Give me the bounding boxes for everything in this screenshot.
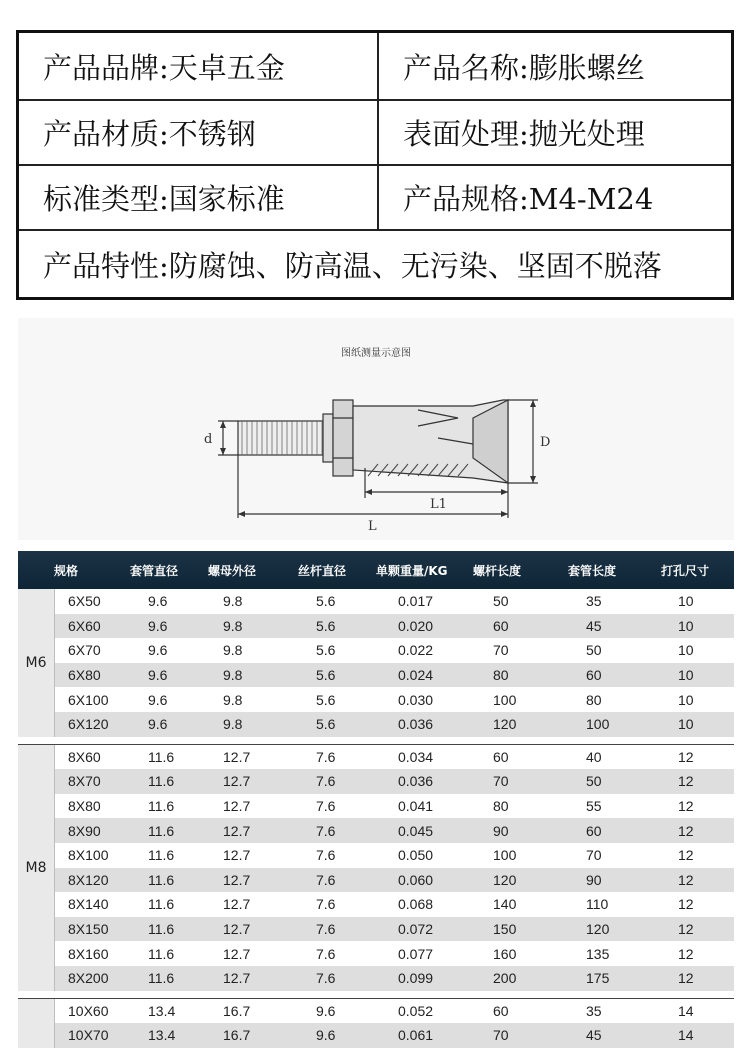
table-cell: 35 — [586, 1002, 602, 1019]
table-cell: 8X140 — [68, 896, 109, 913]
table-cell: 35 — [586, 593, 602, 610]
surface-cell: 表面处理:抛光处理 — [377, 101, 731, 164]
table-cell: 7.6 — [316, 773, 336, 790]
table-cell: 7.6 — [316, 847, 336, 864]
table-row — [55, 589, 734, 614]
table-cell: 10 — [678, 593, 694, 610]
table-cell: 7.6 — [316, 921, 336, 938]
info-row-3 — [19, 166, 731, 231]
table-cell: 11.6 — [148, 945, 175, 962]
table-cell: 55 — [586, 798, 602, 815]
table-cell: 0.050 — [398, 847, 434, 864]
header-cell: 套管长度 — [568, 563, 617, 578]
table-cell: 100 — [586, 716, 610, 733]
table-cell: 8X120 — [68, 871, 109, 888]
table-cell: 12 — [678, 871, 694, 888]
table-cell: 13.4 — [148, 1002, 176, 1019]
table-cell: 6X80 — [68, 667, 101, 684]
table-cell: 100 — [493, 847, 517, 864]
table-cell: 45 — [586, 617, 602, 634]
table-cell: 9.8 — [223, 593, 243, 610]
table-cell: 16.7 — [223, 1002, 251, 1019]
table-row — [55, 843, 734, 868]
table-row — [55, 638, 734, 663]
table-cell: 12 — [678, 798, 694, 815]
table-cell: 8X200 — [68, 970, 109, 987]
header-cell: 螺母外径 — [208, 563, 257, 578]
table-cell: 13.4 — [148, 1027, 176, 1044]
table-cell: 6X50 — [68, 593, 101, 610]
table-cell: 0.072 — [398, 921, 434, 938]
table-row — [55, 999, 734, 1024]
table-row — [55, 892, 734, 917]
table-cell: 9.6 — [148, 617, 168, 634]
table-cell: 80 — [493, 798, 509, 815]
table-row — [55, 663, 734, 688]
table-cell: 12 — [678, 748, 694, 765]
table-cell: 12.7 — [223, 970, 251, 987]
table-cell: 7.6 — [316, 970, 336, 987]
dimension-d-label: d — [204, 432, 213, 447]
table-cell: 0.041 — [398, 798, 434, 815]
table-cell: 70 — [493, 773, 509, 790]
table-cell: 6X100 — [68, 691, 109, 708]
table-cell: 0.061 — [398, 1027, 434, 1044]
table-cell: 12.7 — [223, 748, 251, 765]
info-row-4 — [19, 231, 731, 297]
table-cell: 8X60 — [68, 748, 101, 765]
table-cell: 175 — [586, 970, 610, 987]
table-row — [55, 941, 734, 966]
table-cell: 12 — [678, 896, 694, 913]
table-cell: 10 — [678, 691, 694, 708]
table-cell: 90 — [586, 871, 602, 888]
dimension-L-label: L — [368, 519, 377, 534]
group-separator — [18, 991, 734, 999]
table-cell: 8X100 — [68, 847, 109, 864]
table-cell: 9.6 — [316, 1027, 336, 1044]
table-cell: 5.6 — [316, 667, 336, 684]
table-cell: 0.077 — [398, 945, 434, 962]
table-cell: 9.8 — [223, 667, 243, 684]
table-cell: 11.6 — [148, 896, 175, 913]
table-cell: 10 — [678, 716, 694, 733]
table-cell: 7.6 — [316, 748, 336, 765]
table-cell: 12.7 — [223, 798, 251, 815]
table-cell: 9.8 — [223, 642, 243, 659]
table-cell: 110 — [586, 896, 609, 913]
table-cell: 14 — [678, 1027, 694, 1044]
table-cell: 0.022 — [398, 642, 434, 659]
table-cell: 70 — [586, 847, 602, 864]
table-row — [55, 712, 734, 737]
table-cell: 10X60 — [68, 1002, 109, 1019]
table-cell: 0.036 — [398, 716, 434, 733]
header-cell: 单颗重量/KG — [376, 563, 448, 578]
table-cell: 11.6 — [148, 798, 175, 815]
table-cell: 160 — [493, 945, 517, 962]
table-row — [55, 868, 734, 893]
table-cell: 60 — [586, 822, 602, 839]
header-cell: 螺杆长度 — [473, 563, 522, 578]
table-cell: 8X90 — [68, 822, 101, 839]
table-cell: 60 — [586, 667, 602, 684]
table-cell: 120 — [493, 716, 517, 733]
table-cell: 70 — [493, 642, 509, 659]
table-cell: 150 — [493, 921, 517, 938]
brand-cell: 产品品牌:天卓五金 — [43, 50, 285, 85]
table-cell: 12 — [678, 822, 694, 839]
table-cell: 7.6 — [316, 945, 336, 962]
table-cell: 0.052 — [398, 1002, 434, 1019]
table-cell: 12.7 — [223, 945, 251, 962]
table-cell: 7.6 — [316, 896, 336, 913]
table-cell: 6X70 — [68, 642, 101, 659]
standard-cell: 标准类型:国家标准 — [43, 182, 285, 216]
table-cell: 50 — [586, 773, 602, 790]
spec-cell: 产品规格:M4-M24 — [377, 166, 731, 229]
table-cell: 90 — [493, 822, 509, 839]
table-row — [55, 745, 734, 770]
table-cell: 10 — [678, 617, 694, 634]
feature-cell: 产品特性:防腐蚀、防高温、无污染、坚固不脱落 — [43, 248, 662, 283]
table-cell: 5.6 — [316, 642, 336, 659]
table-cell: 6X120 — [68, 716, 109, 733]
table-cell: 11.6 — [148, 773, 175, 790]
table-cell: 0.017 — [398, 593, 434, 610]
table-header — [18, 551, 734, 589]
product-info-box — [16, 30, 734, 300]
table-cell: 12.7 — [223, 847, 251, 864]
table-cell: 11.6 — [148, 822, 175, 839]
table-cell: 120 — [586, 921, 610, 938]
table-row — [55, 794, 734, 819]
table-cell: 0.024 — [398, 667, 434, 684]
table-cell: 50 — [493, 593, 509, 610]
table-cell: 11.6 — [148, 970, 175, 987]
table-cell: 80 — [493, 667, 509, 684]
group-separator — [18, 737, 734, 745]
group-label — [18, 999, 55, 1048]
table-row — [55, 769, 734, 794]
table-cell: 8X160 — [68, 945, 109, 962]
table-row — [55, 818, 734, 843]
table-cell: 9.6 — [148, 593, 168, 610]
spec-table — [18, 551, 734, 1044]
table-cell: 9.6 — [148, 716, 168, 733]
table-row — [55, 966, 734, 991]
table-cell: 12.7 — [223, 822, 251, 839]
table-cell: 12.7 — [223, 773, 251, 790]
table-cell: 7.6 — [316, 822, 336, 839]
table-cell: 7.6 — [316, 798, 336, 815]
table-cell: 0.068 — [398, 896, 434, 913]
table-cell: 140 — [493, 896, 517, 913]
table-cell: 12 — [678, 847, 694, 864]
diagram-title: 图纸测量示意图 — [341, 348, 411, 359]
table-cell: 12.7 — [223, 921, 251, 938]
header-cell: 打孔尺寸 — [661, 563, 710, 578]
table-cell: 80 — [586, 691, 602, 708]
table-cell: 16.7 — [223, 1027, 251, 1044]
table-cell: 0.036 — [398, 773, 434, 790]
table-cell: 0.045 — [398, 822, 434, 839]
table-cell: 5.6 — [316, 593, 336, 610]
table-cell: 45 — [586, 1027, 602, 1044]
table-cell: 9.8 — [223, 691, 243, 708]
table-cell: 50 — [586, 642, 602, 659]
table-cell: 11.6 — [148, 871, 175, 888]
table-cell: 7.6 — [316, 871, 336, 888]
table-cell: 8X150 — [68, 921, 109, 938]
info-row-2 — [19, 101, 731, 166]
table-cell: 60 — [493, 617, 509, 634]
table-cell: 135 — [586, 945, 610, 962]
table-cell: 5.6 — [316, 716, 336, 733]
group-label: M8 — [18, 745, 55, 991]
table-cell: 100 — [493, 691, 517, 708]
info-row-1 — [19, 33, 731, 101]
table-cell: 9.6 — [316, 1002, 336, 1019]
table-cell: 12.7 — [223, 871, 251, 888]
table-cell: 0.030 — [398, 691, 434, 708]
group-label: M6 — [18, 589, 55, 737]
table-cell: 8X70 — [68, 773, 101, 790]
table-cell: 5.6 — [316, 691, 336, 708]
table-cell: 9.6 — [148, 642, 168, 659]
table-cell: 5.6 — [316, 617, 336, 634]
table-row — [55, 1023, 734, 1048]
table-cell: 0.060 — [398, 871, 434, 888]
table-cell: 120 — [493, 871, 517, 888]
table-cell: 10 — [678, 642, 694, 659]
measurement-diagram — [18, 318, 734, 540]
table-cell: 12 — [678, 773, 694, 790]
product-name-cell: 产品名称:膨胀螺丝 — [377, 33, 731, 99]
table-cell: 9.6 — [148, 667, 168, 684]
table-cell: 200 — [493, 970, 517, 987]
table-cell: 9.6 — [148, 691, 168, 708]
dimension-L1-label: L1 — [430, 497, 447, 512]
header-cell: 套管直径 — [130, 563, 179, 578]
table-cell: 8X80 — [68, 798, 101, 815]
table-cell: 12 — [678, 970, 694, 987]
table-cell: 40 — [586, 748, 602, 765]
spec-group — [18, 589, 734, 737]
table-cell: 6X60 — [68, 617, 101, 634]
table-cell: 11.6 — [148, 847, 175, 864]
table-cell: 10X70 — [68, 1027, 109, 1044]
table-cell: 12 — [678, 945, 694, 962]
table-cell: 9.8 — [223, 716, 243, 733]
table-cell: 60 — [493, 748, 509, 765]
table-cell: 12 — [678, 921, 694, 938]
spec-group — [18, 745, 734, 991]
header-cell: 规格 — [54, 563, 79, 578]
table-cell: 0.020 — [398, 617, 434, 634]
anchor-bolt-drawing — [18, 318, 734, 540]
table-cell: 12.7 — [223, 896, 251, 913]
table-cell: 60 — [493, 1002, 509, 1019]
table-cell: 0.034 — [398, 748, 434, 765]
table-cell: 70 — [493, 1027, 509, 1044]
material-cell: 产品材质:不锈钢 — [43, 117, 256, 151]
spec-group — [18, 999, 734, 1048]
table-row — [55, 614, 734, 639]
dimension-D-label: D — [540, 435, 551, 450]
table-row — [55, 687, 734, 712]
header-cell: 丝杆直径 — [298, 563, 347, 578]
table-cell: 10 — [678, 667, 694, 684]
table-cell: 14 — [678, 1002, 694, 1019]
table-row — [55, 917, 734, 942]
table-cell: 9.8 — [223, 617, 243, 634]
table-cell: 0.099 — [398, 970, 434, 987]
table-cell: 11.6 — [148, 921, 175, 938]
table-cell: 11.6 — [148, 748, 175, 765]
